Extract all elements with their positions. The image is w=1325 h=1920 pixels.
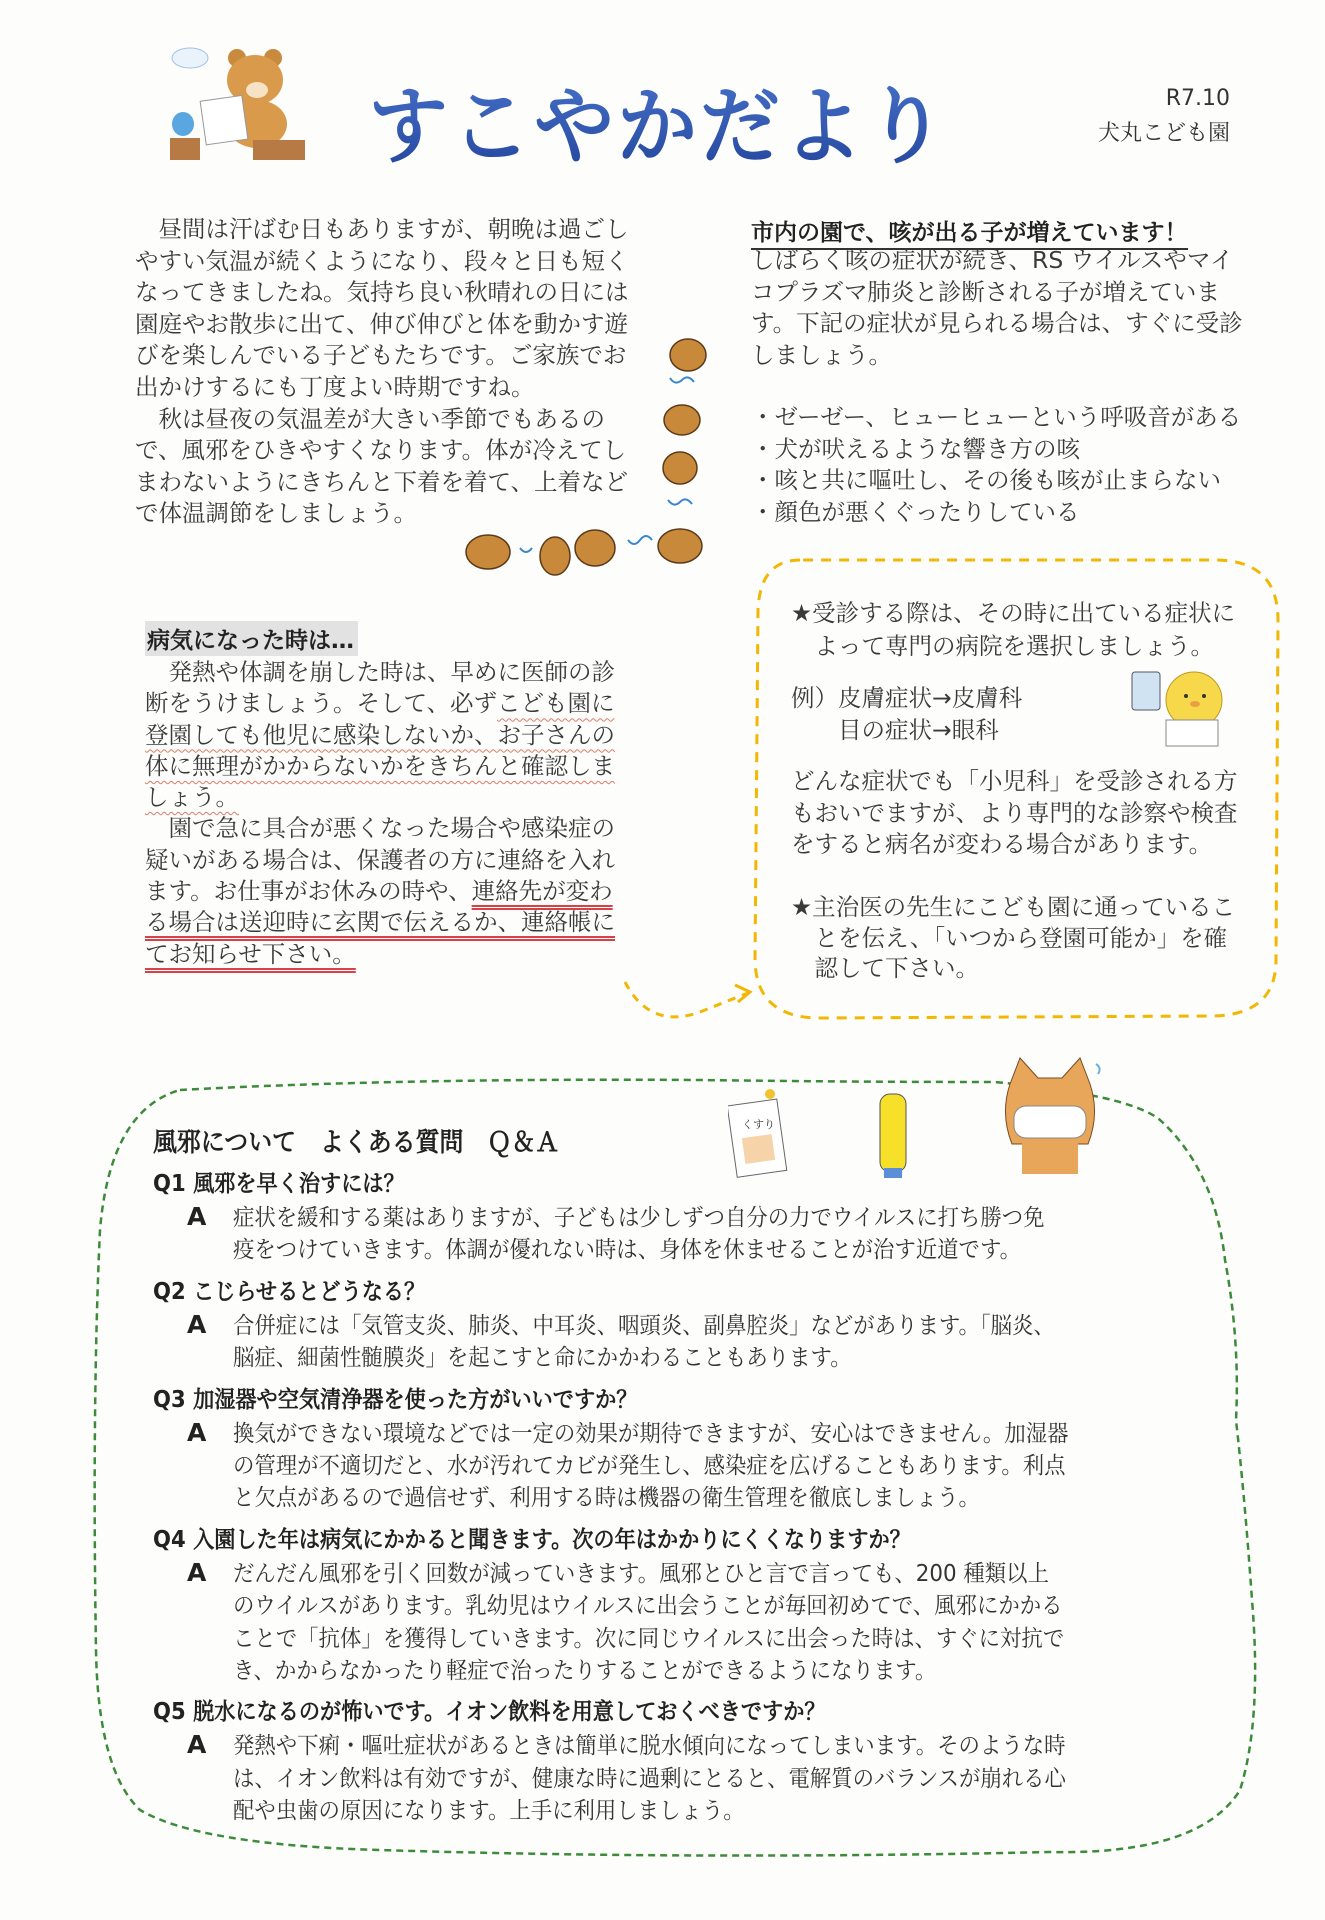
underlined-text: てお知らせ下さい。 <box>145 939 356 968</box>
sick-heading: 病気になった時は… <box>145 621 358 656</box>
qa-item <box>153 1693 1213 1827</box>
bear-illustration <box>165 42 310 162</box>
text-line: もおいでますが、より専門的な診察や検査 <box>791 798 1238 827</box>
text-line: 園庭やお散歩に出て、伸び伸びと体を動かす遊 <box>135 309 629 338</box>
symptom-list <box>751 402 1241 528</box>
text-line: だんだん風邪を引く回数が減っていきます。風邪とひと言で言っても、200 種類以上 <box>233 1560 1049 1587</box>
answer-text <box>233 1310 1144 1375</box>
text-line: なってきましたね。気持ち良い秋晴れの日には <box>135 278 629 307</box>
underlined-text: しょう。 <box>145 783 239 812</box>
example-line: 目の症状→眼科 <box>791 715 999 744</box>
answer-text <box>233 1202 1144 1267</box>
symptom-item: ・咳と共に嘔吐し、その後も咳が止まらない <box>751 466 1221 495</box>
text-line <box>145 813 615 844</box>
intro-paragraph <box>135 214 629 530</box>
answer <box>153 1558 1213 1688</box>
advice-select-hospital <box>791 597 1235 663</box>
symptom-item: ・ゼーゼー、ヒューヒューという呼吸音がある <box>751 403 1242 431</box>
qa-heading: 風邪について よくある質問 Ｑ＆Ａ <box>153 1128 560 1158</box>
text-line: 合併症には「気管支炎、肺炎、中耳炎、咽頭炎、副鼻腔炎」などがあります。「脳炎、 <box>233 1312 1055 1339</box>
text-line: しましょう。 <box>751 340 892 369</box>
text-line: びを楽しんでいる子どもたちです。ご家族でお <box>135 341 627 370</box>
text-line <box>145 751 615 782</box>
text-line: 換気ができない環境などでは一定の効果が期待できますが、安心はできません。加湿器 <box>233 1420 1069 1447</box>
text-line: とを伝え、「いつから登園可能か」を確 <box>791 923 1228 952</box>
bubble-tail <box>625 982 748 1017</box>
text-line: 出かけするにも丁度よい時期ですね。 <box>135 372 535 401</box>
question: Q1 風邪を早く治すには？ <box>153 1171 405 1197</box>
text-line: 症状を緩和する薬はありますが、子どもは少しずつ自分の力でウイルスに打ち勝つ免 <box>233 1205 1045 1231</box>
text-line: と欠点があるので過信せず、利用する時は機器の衛生管理を徹底しましょう。 <box>233 1485 980 1512</box>
text-line <box>145 720 615 751</box>
answer-label: A <box>187 1730 207 1760</box>
text-line <box>145 845 615 876</box>
issue-date: R7.10 <box>1165 86 1230 111</box>
text-line: ことで「抗体」を獲得していきます。次に同じウイルスに出会った時は、すぐに対抗で <box>233 1625 1065 1652</box>
answer-text <box>233 1558 1144 1688</box>
question: Q3 加湿器や空気清浄器を使った方がいいですか？ <box>153 1386 638 1413</box>
advice-doctor <box>791 892 1235 984</box>
answer-label: A <box>187 1557 207 1587</box>
answer-text <box>233 1418 1144 1515</box>
text-line <box>145 876 615 907</box>
text-line: どんな症状でも「小児科」を受診される方 <box>791 767 1238 795</box>
text-line: コプラズマ肺炎と診断される子が増えていま <box>751 277 1220 306</box>
qa-list <box>153 1165 1213 1834</box>
underlined-text: 体に無理がかからないかをきちんと確認しま <box>145 751 615 780</box>
question: Q4 入園した年は病気にかかると聞きます。次の年はかかりにくくなりますか？ <box>153 1526 911 1553</box>
text-line <box>145 939 615 970</box>
text-line: ★主治医の先生にこども園に通っているこ <box>791 893 1236 921</box>
newsletter-title: すこやかだより <box>368 59 949 180</box>
text-line: 認して下さい。 <box>791 954 979 982</box>
qa-item <box>153 1521 1213 1688</box>
text-line <box>145 907 615 938</box>
answer <box>153 1418 1213 1515</box>
text-segment: 発熱や体調を崩した時は、早めに医師の診 <box>145 658 615 686</box>
example-line: 例）皮膚症状→皮膚科 <box>791 684 1023 712</box>
medicine-label: くすり <box>742 1118 775 1131</box>
text-line: をすると病名が変わる場合があります。 <box>791 830 1213 859</box>
answer <box>153 1310 1213 1375</box>
answer-label: A <box>187 1309 207 1339</box>
chick-doctor-illustration <box>1128 668 1240 750</box>
text-line: よって専門の病院を選択しましょう。 <box>791 632 1214 660</box>
text-segment: 疑いがある場合は、保護者の方に連絡を入れ <box>145 845 615 874</box>
symptom-item: ・顔色が悪くぐったりしている <box>751 497 1080 526</box>
text-segment: 園で急に具合が悪くなった場合や感染症の <box>145 814 615 843</box>
answer-label: A <box>187 1202 207 1231</box>
school-name: 犬丸こども園 <box>1097 121 1230 146</box>
qa-item <box>153 1273 1213 1375</box>
text-line: で、風邪をひきやすくなります。体が冷えてし <box>135 436 627 465</box>
text-line: のウイルスがあります。乳幼児はウイルスに出会うことが毎回初めてで、風邪にかかる <box>233 1593 1063 1620</box>
answer <box>153 1730 1213 1827</box>
cough-heading: 市内の園で、咳が出る子が増えています！ <box>751 214 1188 250</box>
text-line: ★受診する際は、その時に出ている症状に <box>791 599 1236 627</box>
advice-examples <box>791 683 1022 746</box>
underlined-text: こども園に <box>497 689 615 718</box>
text-line: 脳症、細菌性髄膜炎」を起こすと命にかかわることもあります。 <box>233 1345 852 1372</box>
text-line: やすい気温が続くようになり、段々と日も短く <box>135 246 629 275</box>
text-line: で体温調節をしましょう。 <box>135 499 417 528</box>
qa-item <box>153 1381 1213 1515</box>
text-line <box>145 782 615 813</box>
text-line: 発熱や下痢・嘔吐症状があるときは簡単に脱水傾向になってしまいます。そのような時 <box>233 1733 1066 1760</box>
cough-paragraph <box>751 245 1243 371</box>
text-line: き、かからなかったり軽症で治ったりすることができるようになります。 <box>233 1658 937 1685</box>
text-segment: ます。お仕事がお休みの時や、 <box>145 877 472 906</box>
qa-item <box>153 1165 1213 1267</box>
text-line: 昼間は汗ばむ日もありますが、朝晩は過ごし <box>135 215 629 243</box>
symptom-item: ・犬が吠えるような響き方の咳 <box>751 434 1080 463</box>
text-line: す。下記の症状が見られる場合は、すぐに受診 <box>751 309 1243 338</box>
cat-with-mask-illustration <box>992 1054 1107 1174</box>
text-line <box>145 688 615 719</box>
question: Q5 脱水になるのが怖いです。イオン飲料を用意しておくべきですか？ <box>153 1699 826 1726</box>
text-line <box>145 657 615 688</box>
text-line: 秋は昼夜の気温差が大きい季節でもあるの <box>135 404 605 433</box>
text-line: 疫をつけていきます。体調が優れない時は、身体を休ませることが治す近道です。 <box>233 1237 1022 1264</box>
advice-pediatrics <box>791 766 1238 861</box>
question: Q2 こじらせるとどうなる？ <box>153 1278 426 1305</box>
bubble-tail-arrow <box>735 985 750 1002</box>
sick-paragraph <box>145 657 615 970</box>
text-segment: 断をうけましょう。そして、必ず <box>145 689 498 718</box>
underlined-text: る場合は送迎時に玄関で伝えるか、連絡帳に <box>145 908 615 937</box>
answer-label: A <box>187 1417 207 1447</box>
underlined-text: 登園しても他児に感染しないか、お子さんの <box>145 720 615 749</box>
answer-text <box>233 1730 1144 1827</box>
text-line: 配や虫歯の原因になります。上手に利用しましょう。 <box>233 1798 745 1825</box>
text-line: しばらく咳の症状が続き、RS ウイルスやマイ <box>751 246 1234 274</box>
text-line: の管理が不適切だと、水が汚れてカビが発生し、感染症を広げることもあります。利点 <box>233 1453 1066 1480</box>
text-line: は、イオン飲料は有効ですが、健康な時に過剰にとると、電解質のバランスが崩れる心 <box>233 1765 1066 1792</box>
answer <box>153 1202 1213 1267</box>
text-line: まわないようにきちんと下着を着て、上着など <box>135 467 629 496</box>
underlined-text: 連絡先が変わ <box>471 877 613 906</box>
